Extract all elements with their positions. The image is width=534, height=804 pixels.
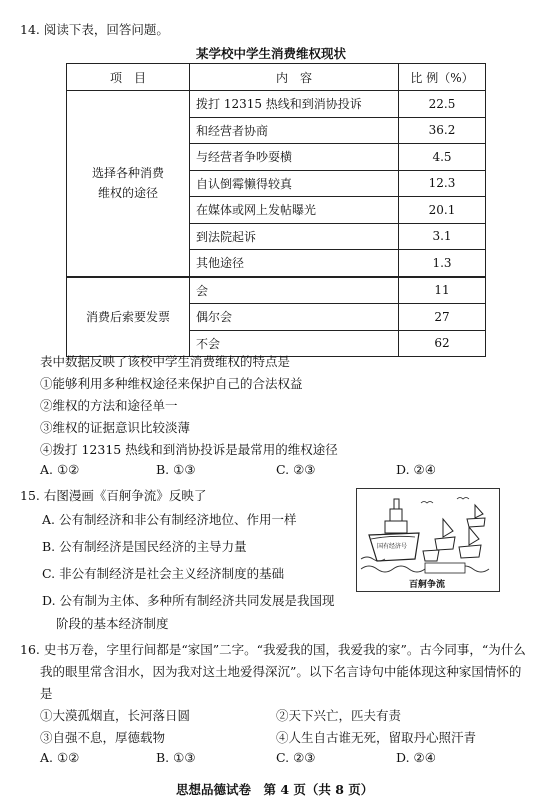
row-content: 不会 <box>190 330 399 357</box>
cartoon-ship-label: 国有经济号 <box>377 543 408 550</box>
q14-choice-d[interactable]: D. ②④ <box>396 462 436 477</box>
q14-stem: 14. 阅读下表，回答问题。 <box>20 22 169 37</box>
row-value: 4.5 <box>399 144 486 171</box>
group-label-line: 选择各种消费 <box>91 166 164 181</box>
q14-statement-2: ②维权的方法和途径单一 <box>40 398 178 413</box>
q15-option-b[interactable]: B. 公有制经济是国民经济的主导力量 <box>42 539 247 554</box>
cartoon-figure <box>356 488 500 592</box>
q14-statement-1: ①能够利用多种维权途径来保护自己的合法权益 <box>40 376 303 391</box>
row-value: 27 <box>399 304 486 331</box>
q16-statement-1: ①大漠孤烟直，长河落日圆 <box>40 708 191 723</box>
q16-choice-c[interactable]: C. ②③ <box>276 750 316 765</box>
q14-statement-4: ④拨打 12315 热线和到消协投诉是最常用的维权途径 <box>40 442 338 457</box>
row-value: 12.3 <box>399 170 486 197</box>
row-content: 拨打 12315 热线和到消协投诉 <box>190 91 399 118</box>
row-value: 36.2 <box>399 117 486 144</box>
group-label-line: 维权的途径 <box>97 186 158 201</box>
group-label-rights <box>67 91 190 277</box>
table-row <box>67 277 486 304</box>
q16-stem-line-3: 是 <box>40 686 53 701</box>
group-label-invoice <box>67 277 190 357</box>
header-content: 内 容 <box>190 64 399 91</box>
page-footer: 思想品德试卷 第 4 页（共 8 页） <box>176 782 374 797</box>
row-value: 1.3 <box>399 250 486 277</box>
q16-choice-d[interactable]: D. ②④ <box>396 750 436 765</box>
row-value: 11 <box>399 277 486 304</box>
q15-stem: 15. 右图漫画《百舸争流》反映了 <box>20 488 207 503</box>
row-content: 和经营者协商 <box>190 117 399 144</box>
row-content: 偶尔会 <box>190 304 399 331</box>
row-value: 22.5 <box>399 91 486 118</box>
q16-statement-3: ③自强不息，厚德载物 <box>40 730 166 745</box>
q16-stem-line-1: 16. 史书万卷，字里行间都是“家国”二字。“我爱我的国，我爱我的家”。古今同事，“为什么 <box>20 642 526 657</box>
row-value: 20.1 <box>399 197 486 224</box>
q15-option-d[interactable]: D. 公有制为主体、多种所有制经济共同发展是我国现 <box>42 593 335 608</box>
q15-option-c[interactable]: C. 非公有制经济是社会主义经济制度的基础 <box>42 566 285 581</box>
row-content: 自认倒霉懒得较真 <box>190 170 399 197</box>
q16-stem-line-2: 我的眼里常含泪水，因为我对这土地爱得深沉”。以下名言诗句中能体现这种家国情怀的 <box>40 664 522 679</box>
survey-table <box>66 63 486 357</box>
row-content: 会 <box>190 277 399 304</box>
table-row <box>67 91 486 118</box>
q16-statement-4: ④人生自古谁无死，留取丹心照汗青 <box>276 730 477 745</box>
group-label-line: 消费后索要发票 <box>85 309 170 324</box>
row-content: 在媒体或网上发帖曝光 <box>190 197 399 224</box>
header-item: 项 目 <box>67 64 190 91</box>
row-value: 62 <box>399 330 486 357</box>
row-value: 3.1 <box>399 223 486 250</box>
cartoon-caption: 百舸争流 <box>409 580 446 590</box>
q14-choice-b[interactable]: B. ①③ <box>156 462 196 477</box>
cartoon-ships-illustration <box>357 489 499 591</box>
q16-choice-a[interactable]: A. ①② <box>40 750 80 765</box>
q16-choice-b[interactable]: B. ①③ <box>156 750 196 765</box>
table-title: 某学校中学生消费维权现状 <box>196 46 347 61</box>
q15-option-a[interactable]: A. 公有制经济和非公有制经济地位、作用一样 <box>42 512 297 527</box>
q14-choice-c[interactable]: C. ②③ <box>276 462 316 477</box>
q16-statement-2: ②天下兴亡，匹夫有责 <box>276 708 402 723</box>
q15-option-d-continued: 阶段的基本经济制度 <box>56 616 169 631</box>
q14-choice-a[interactable]: A. ①② <box>40 462 80 477</box>
row-content: 其他途径 <box>190 250 399 277</box>
row-content: 到法院起诉 <box>190 223 399 250</box>
header-ratio: 比 例（%） <box>399 64 486 91</box>
q14-statement-3: ③维权的证据意识比较淡薄 <box>40 420 191 435</box>
row-content: 与经营者争吵耍横 <box>190 144 399 171</box>
q14-prompt: 表中数据反映了该校中学生消费维权的特点是 <box>40 354 291 369</box>
